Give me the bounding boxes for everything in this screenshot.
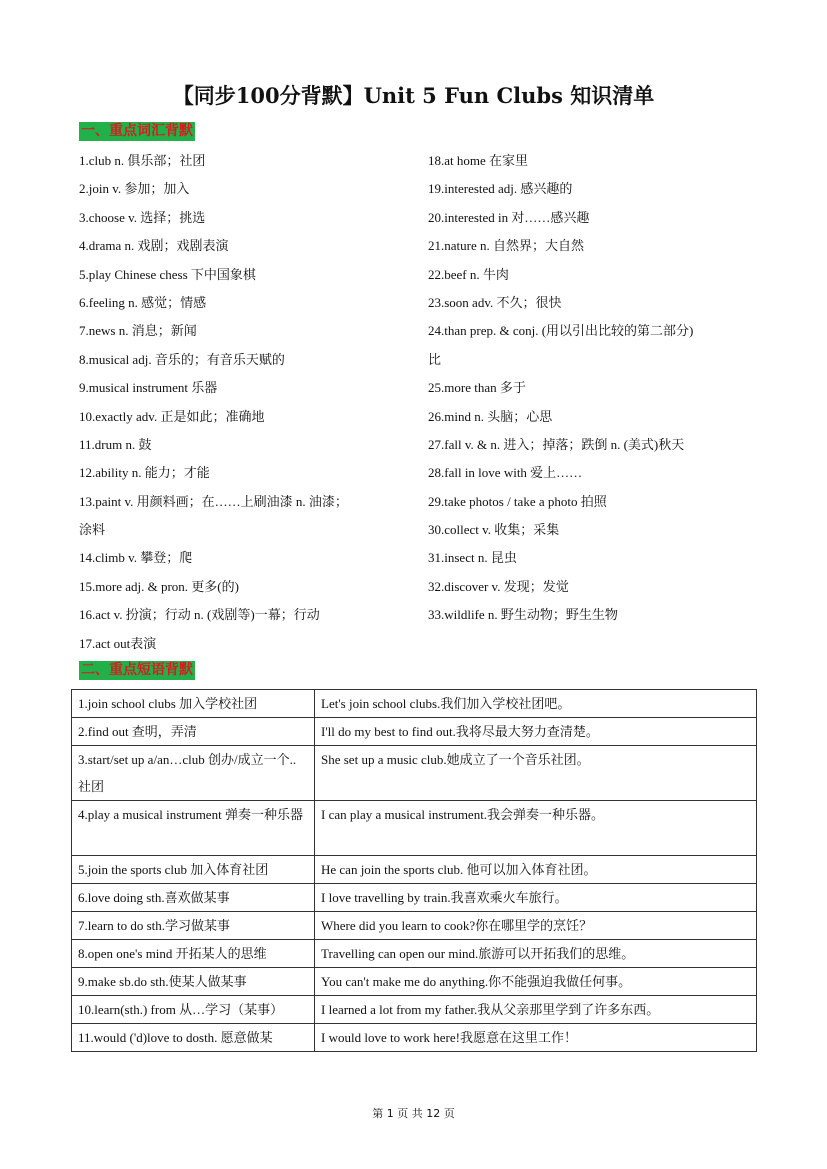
vocab-item: 26.mind n. 头脑；心思: [428, 408, 553, 424]
vocab-item: 6.feeling n. 感觉；情感: [79, 294, 207, 310]
vocab-item: 11.drum n. 鼓: [79, 436, 152, 452]
vocab-column-left: [79, 147, 419, 658]
vocab-item: 32.discover v. 发现；发觉: [428, 578, 569, 594]
table-row: [72, 1024, 757, 1052]
vocab-item: 1.club n. 俱乐部；社团: [79, 153, 206, 168]
vocab-item: 22.beef n. 牛肉: [428, 266, 509, 282]
vocab-item: 19.interested adj. 感兴趣的: [428, 181, 573, 197]
phrase-cell: 9.make sb.do sth.使某人做某事: [72, 968, 315, 996]
vocab-item: 16.act v. 扮演；行动 n. (戏剧等)一幕；行动: [79, 607, 320, 623]
vocab-item: 14.climb v. 攀登；爬: [79, 550, 193, 566]
vocab-item: 33.wildlife n. 野生动物；野生生物: [428, 607, 618, 623]
vocab-item: 10.exactly adv. 正是如此；准确地: [79, 408, 265, 424]
vocab-item: 20.interested in 对……感兴趣: [428, 209, 590, 225]
phrase-cell: 5.join the sports club 加入体育社团: [72, 856, 315, 884]
phrase-cell: 1.join school clubs 加入学校社团: [72, 690, 315, 718]
vocab-item: 4.drama n. 戏剧；戏剧表演: [79, 238, 229, 254]
phrase-section-heading: 二、重点短语背默: [81, 662, 193, 678]
table-row: [72, 690, 757, 718]
vocab-item: 21.nature n. 自然界；大自然: [428, 238, 584, 254]
vocab-item: 30.collect v. 收集；采集: [428, 522, 560, 538]
table-row: [72, 718, 757, 746]
table-row: [72, 996, 757, 1024]
example-cell: I'll do my best to find out.我将尽最大努力查清楚。: [315, 718, 757, 746]
table-row: [72, 801, 757, 856]
vocab-item: 17.act out表演: [79, 635, 157, 651]
vocab-item: 2.join v. 参加；加入: [79, 181, 190, 197]
table-row: [72, 746, 757, 801]
table-row: [72, 940, 757, 968]
phrase-cell: 2.find out 查明，弄清: [72, 718, 315, 746]
table-row: [72, 856, 757, 884]
vocab-item: 31.insect n. 昆虫: [428, 550, 517, 566]
vocab-item: 5.play Chinese chess 下中国象棋: [79, 266, 256, 282]
vocab-item: 18.at home 在家里: [428, 153, 529, 168]
phrase-cell: 8.open one's mind 开拓某人的思维: [72, 940, 315, 968]
vocab-item: 13.paint v. 用颜料画；在……上刷油漆 n. 油漆；: [79, 493, 348, 509]
example-cell: I learned a lot from my father.我从父亲那里学到了许多东西。: [315, 996, 757, 1024]
phrase-cell: 4.play a musical instrument 弹奏一种乐器: [72, 801, 315, 856]
page-title: 【同步100分背默】Unit 5 Fun Clubs 知识清单: [172, 83, 655, 108]
table-row: [72, 968, 757, 996]
example-cell: I love travelling by train.我喜欢乘火车旅行。: [315, 884, 757, 912]
phrase-cell: 7.learn to do sth.学习做某事: [72, 912, 315, 940]
phrase-cell: 11.would ('d)love to dosth. 愿意做某: [72, 1024, 315, 1052]
example-cell: You can't make me do anything.你不能强迫我做任何事。: [315, 968, 757, 996]
vocab-item: 3.choose v. 选择；挑选: [79, 209, 206, 225]
page-footer: 第 1 页 共 12 页: [372, 1107, 455, 1120]
example-cell: I can play a musical instrument.我会弹奏一种乐器。: [315, 801, 757, 856]
vocab-item: 28.fall in love with 爱上……: [428, 465, 583, 481]
example-cell: Travelling can open our mind.旅游可以开拓我们的思维。: [315, 940, 757, 968]
phrase-cell: 3.start/set up a/an…club 创办/成立一个..社团: [72, 746, 315, 801]
vocab-section-heading: 一、重点词汇背默: [81, 123, 193, 139]
phrase-table: [71, 689, 757, 1052]
phrase-cell: 10.learn(sth.) from 从…学习（某事）: [72, 996, 315, 1024]
table-row: [72, 884, 757, 912]
vocab-column-right: [428, 147, 750, 630]
vocab-item: 29.take photos / take a photo 拍照: [428, 493, 607, 509]
table-row: [72, 912, 757, 940]
vocab-list: [79, 147, 749, 657]
vocab-item: 12.ability n. 能力；才能: [79, 465, 210, 481]
vocab-item: 27.fall v. & n. 进入；掉落；跌倒 n. (美式)秋天: [428, 436, 685, 452]
vocab-item: 8.musical adj. 音乐的；有音乐天赋的: [79, 351, 285, 367]
example-cell: Where did you learn to cook?你在哪里学的烹饪？: [315, 912, 757, 940]
vocab-item: 24.than prep. & conj. (用以引出比较的第二部分): [428, 323, 694, 339]
vocab-item: 25.more than 多于: [428, 380, 526, 396]
vocab-item: 涂料: [79, 522, 106, 538]
vocab-item: 7.news n. 消息；新闻: [79, 323, 197, 339]
vocab-item: 9.musical instrument 乐器: [79, 380, 218, 396]
example-cell: I would love to work here!我愿意在这里工作！: [315, 1024, 757, 1052]
example-cell: Let's join school clubs.我们加入学校社团吧。: [315, 690, 757, 718]
example-cell: She set up a music club.她成立了一个音乐社团。: [315, 746, 757, 801]
vocab-item: 23.soon adv. 不久；很快: [428, 294, 562, 310]
vocab-item: 15.more adj. & pron. 更多(的): [79, 578, 239, 594]
phrase-cell: 6.love doing sth.喜欢做某事: [72, 884, 315, 912]
example-cell: He can join the sports club. 他可以加入体育社团。: [315, 856, 757, 884]
vocab-item: 比: [428, 351, 442, 367]
